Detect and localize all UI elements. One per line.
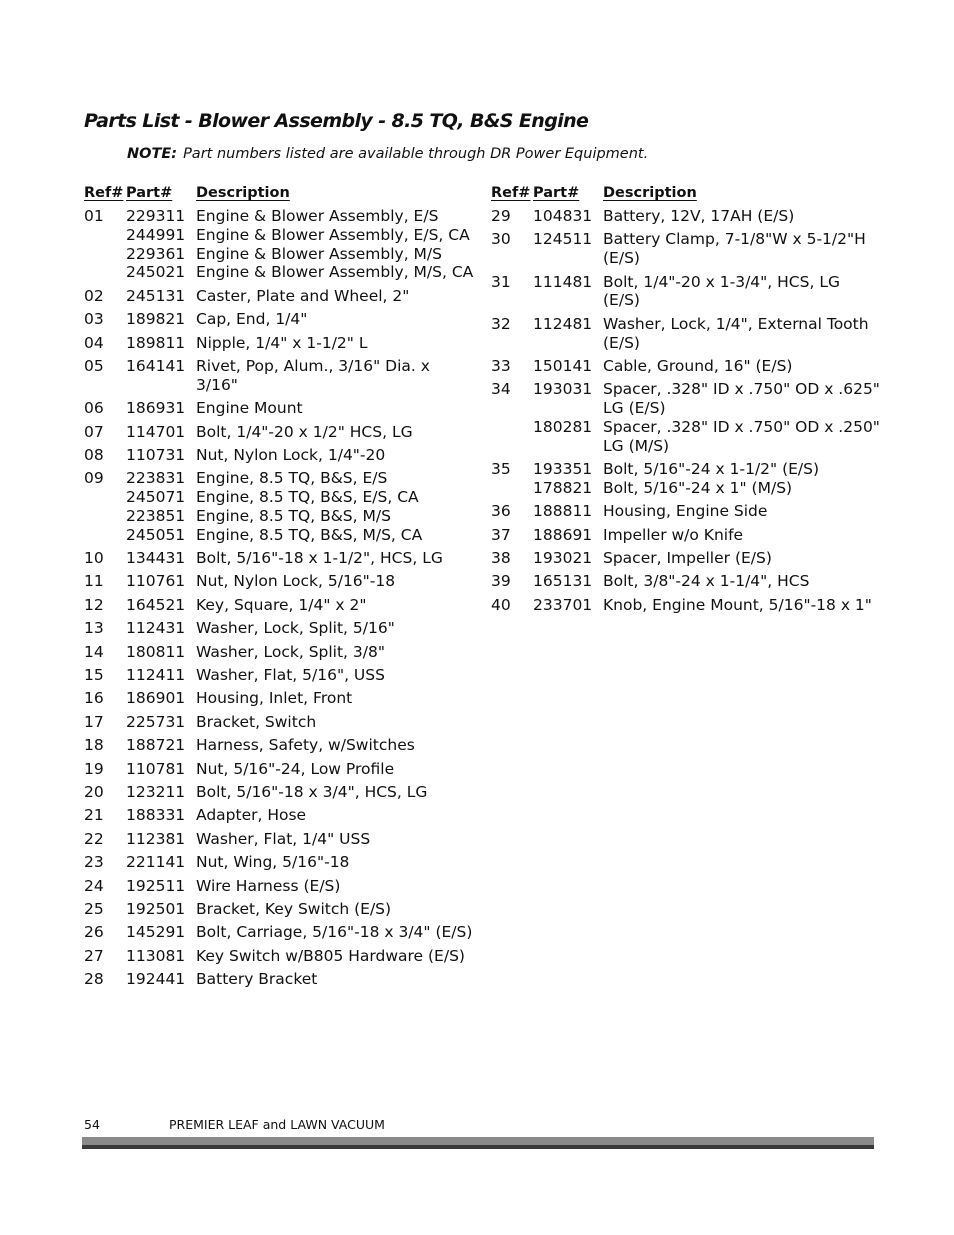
part-number: 180281 [533,417,593,436]
part-number: 193031 [533,380,593,399]
part-description: Spacer, .328" ID x .750" OD x .250" [603,417,880,436]
header-part: Part# [533,185,580,201]
ref-number: 18 [84,736,104,755]
part-description: Battery Bracket [196,970,318,989]
part-number: 229361 [126,244,186,263]
part-line [126,783,474,802]
header-ref: Ref# [84,185,124,201]
part-number: 192511 [126,876,186,895]
table-row [491,594,881,617]
part-description: Adapter, Hose [196,806,307,825]
part-number: 150141 [533,356,593,375]
ref-number: 21 [84,806,104,825]
part-line [126,226,474,245]
table-row [84,828,474,851]
part-line [533,572,881,591]
part-description: Housing, Inlet, Front [196,689,353,708]
part-description: Bolt, 1/4"-20 x 1-3/4", HCS, LG (E/S) [603,272,840,310]
part-number: 221141 [126,853,186,872]
part-description: Washer, Lock, 1/4", External Tooth [603,314,869,333]
table-row [84,355,474,397]
part-description: Engine, 8.5 TQ, B&S, M/S [196,506,391,525]
part-line [533,437,881,456]
part-number [533,249,603,268]
table-row [84,851,474,874]
part-description: Engine & Blower Assembly, M/S, CA [196,263,474,282]
table-row [84,332,474,355]
part-line [126,666,474,685]
part-line [533,273,881,311]
part-line [126,334,474,353]
part-number: 188811 [533,502,593,521]
ref-number: 26 [84,923,104,942]
table-row [84,617,474,640]
ref-number: 35 [491,460,511,479]
table-row [84,921,474,944]
part-description: Nut, Nylon Lock, 1/4"-20 [196,445,386,464]
part-number: 245131 [126,286,186,305]
part-line [533,380,881,399]
part-description: Bolt, 5/16"-24 x 1-1/2" (E/S) [603,460,820,479]
part-line [533,230,881,249]
part-number: 112481 [533,314,593,333]
part-description: Impeller w/o Knife [603,525,744,544]
part-number: 192501 [126,899,186,918]
ref-number: 02 [84,286,104,305]
ref-number: 14 [84,642,104,661]
part-number: 229311 [126,207,186,225]
part-description: Bolt, 5/16"-18 x 3/4", HCS, LG [196,783,428,801]
part-line [533,399,881,418]
part-number: 186931 [126,399,186,418]
table-row [84,734,474,757]
part-number: 245021 [126,263,186,282]
table-row [84,547,474,570]
ref-number: 23 [84,853,104,872]
part-number: 223831 [126,469,186,488]
ref-number: 20 [84,783,104,801]
table-row [84,664,474,687]
part-line [126,245,474,264]
note [127,146,648,162]
table-row [84,205,474,285]
part-number: 178821 [533,478,593,497]
table-row [491,458,881,500]
table-header [491,184,881,205]
part-line [533,460,881,479]
table-row [84,687,474,710]
footer-title: PREMIER LEAF and LAWN VACUUM [169,1117,385,1132]
part-description: LG (M/S) [603,436,670,455]
table-body [491,205,881,617]
part-line [126,947,474,966]
table-row [84,444,474,467]
part-line [126,900,474,919]
ref-number: 38 [491,549,511,568]
part-line [126,643,474,662]
table-row [491,228,881,270]
part-number: 110731 [126,445,186,464]
part-line [126,263,474,282]
part-description: Bolt, 5/16"-18 x 1-1/2", HCS, LG [196,549,443,568]
part-description: Nut, 5/16"-24, Low Profile [196,759,395,778]
ref-number: 22 [84,829,104,848]
header-part: Part# [126,185,173,201]
part-number [533,399,603,418]
part-line [533,357,881,376]
part-line [533,249,881,268]
table-row [84,945,474,968]
part-description: Battery, 12V, 17AH (E/S) [603,207,795,225]
ref-number: 39 [491,572,511,591]
ref-number: 09 [84,469,104,488]
ref-number: 03 [84,310,104,329]
part-number: 223851 [126,506,186,525]
table-row [84,875,474,898]
part-number: 188331 [126,806,186,825]
part-line [126,806,474,825]
ref-number: 16 [84,689,104,708]
part-line [126,310,474,329]
part-line [533,502,881,521]
part-line [126,357,474,395]
ref-number: 13 [84,619,104,638]
header-description: Description [603,185,697,201]
part-description: Engine Mount [196,399,303,418]
part-number: 188721 [126,736,186,755]
part-line [126,207,474,226]
part-line [126,877,474,896]
part-line [533,479,881,498]
part-description: Nut, Nylon Lock, 5/16"-18 [196,572,396,591]
part-line [126,736,474,755]
part-description: Cap, End, 1/4" [196,310,308,329]
part-number: 233701 [533,595,593,614]
part-line [126,469,474,488]
part-number [533,334,603,353]
ref-number: 27 [84,946,104,965]
part-line [126,619,474,638]
table-body [84,205,474,992]
ref-number: 28 [84,970,104,989]
part-description: Engine & Blower Assembly, E/S [196,207,439,225]
part-line [126,830,474,849]
part-line [126,572,474,591]
part-number: 193021 [533,549,593,568]
part-description: Washer, Flat, 5/16", USS [196,666,385,685]
table-row [84,421,474,444]
part-line [126,488,474,507]
table-row [84,711,474,734]
ref-number: 31 [491,272,511,291]
table-row [84,781,474,804]
part-description: Spacer, .328" ID x .750" OD x .625" [603,380,880,399]
table-row [84,594,474,617]
note-text: Part numbers listed are available through DR Power Equipment. [183,146,649,162]
table-row [491,271,881,313]
table-row [84,641,474,664]
part-number: 110781 [126,759,186,778]
part-number: 189811 [126,333,186,352]
ref-number: 32 [491,314,511,333]
part-description: Bolt, 3/8"-24 x 1-1/4", HCS [603,572,810,591]
part-number: 114701 [126,422,186,441]
part-description: Engine & Blower Assembly, M/S [196,244,442,263]
part-description: Nipple, 1/4" x 1-1/2" L [196,333,368,352]
part-description: Key Switch w/B805 Hardware (E/S) [196,946,465,965]
part-number: 104831 [533,207,593,225]
part-line [126,713,474,732]
part-description: (E/S) [603,333,640,352]
part-description: Nut, Wing, 5/16"-18 [196,853,350,872]
ref-number: 29 [491,207,511,225]
ref-number: 04 [84,333,104,352]
part-number: 180811 [126,642,186,661]
part-line [126,760,474,779]
part-line [126,549,474,568]
table-row [491,524,881,547]
part-line [533,207,881,226]
part-number [533,437,603,456]
part-description: Engine, 8.5 TQ, B&S, E/S [196,469,388,488]
part-description: Wire Harness (E/S) [196,876,341,895]
ref-number: 11 [84,572,104,591]
part-description: Bolt, 5/16"-24 x 1" (M/S) [603,478,793,497]
table-row [491,378,881,458]
part-number: 112381 [126,829,186,848]
part-description: Washer, Flat, 1/4" USS [196,829,371,848]
part-number: 124511 [533,230,593,249]
part-number: 110761 [126,572,186,591]
ref-number: 36 [491,502,511,521]
table-row [84,968,474,991]
part-description: Housing, Engine Side [603,502,768,521]
part-description: Harness, Safety, w/Switches [196,736,415,755]
part-description: Engine, 8.5 TQ, B&S, E/S, CA [196,488,419,507]
table-row [491,205,881,228]
table-row [84,397,474,420]
part-number: 188691 [533,525,593,544]
part-description: Bolt, Carriage, 5/16"-18 x 3/4" (E/S) [196,923,473,942]
ref-number: 19 [84,759,104,778]
part-line [126,526,474,545]
page-number: 54 [84,1117,100,1132]
part-number: 165131 [533,572,593,591]
part-number: 244991 [126,225,186,244]
part-line [126,399,474,418]
table-row [84,898,474,921]
part-number: 113081 [126,946,186,965]
part-line [126,507,474,526]
footer-rule-dark [82,1145,874,1149]
part-number: 112431 [126,619,186,638]
part-number: 123211 [126,783,186,801]
part-line [533,315,881,334]
part-description: Caster, Plate and Wheel, 2" [196,286,410,305]
ref-number: 01 [84,207,104,225]
part-line [533,526,881,545]
part-line [126,596,474,615]
part-description: (E/S) [603,249,640,268]
ref-number: 07 [84,422,104,441]
part-number: 164141 [126,356,186,375]
part-number: 189821 [126,310,186,329]
part-description: Washer, Lock, Split, 5/16" [196,619,395,638]
part-line [126,970,474,989]
ref-number: 08 [84,445,104,464]
part-description: Engine, 8.5 TQ, B&S, M/S, CA [196,525,423,544]
header-description: Description [196,185,290,201]
part-description: Rivet, Pop, Alum., 3/16" Dia. x 3/16" [196,356,430,394]
part-description: Key, Square, 1/4" x 2" [196,595,367,614]
part-description: LG (E/S) [603,399,666,418]
part-description: Bracket, Switch [196,712,317,731]
ref-number: 12 [84,595,104,614]
table-header [84,184,474,205]
part-line [533,334,881,353]
part-line [533,596,881,615]
part-description: Engine & Blower Assembly, E/S, CA [196,225,470,244]
part-number: 193351 [533,460,593,479]
part-description: Bolt, 1/4"-20 x 1/2" HCS, LG [196,422,413,441]
part-description: Bracket, Key Switch (E/S) [196,899,392,918]
parts-table-right [491,184,881,617]
part-line [126,689,474,708]
header-ref: Ref# [491,185,531,201]
table-row [491,570,881,593]
table-row [491,313,881,355]
ref-number: 05 [84,356,104,375]
part-number: 164521 [126,595,186,614]
part-line [126,446,474,465]
ref-number: 17 [84,712,104,731]
ref-number: 25 [84,899,104,918]
table-row [491,500,881,523]
table-row [491,547,881,570]
part-description: Cable, Ground, 16" (E/S) [603,356,793,375]
part-number: 225731 [126,712,186,731]
table-row [491,355,881,378]
part-number: 186901 [126,689,186,708]
part-number: 134431 [126,549,186,568]
part-line [533,418,881,437]
ref-number: 33 [491,356,511,375]
part-description: Knob, Engine Mount, 5/16"-18 x 1" [603,595,872,614]
part-number: 145291 [126,923,186,942]
ref-number: 34 [491,380,511,399]
part-number: 111481 [533,272,593,291]
part-line [533,549,881,568]
part-line [126,423,474,442]
ref-number: 10 [84,549,104,568]
ref-number: 37 [491,525,511,544]
page-title: Parts List - Blower Assembly - 8.5 TQ, B&S Engine [84,110,589,132]
ref-number: 24 [84,876,104,895]
part-number: 192441 [126,970,186,989]
part-description: Washer, Lock, Split, 3/8" [196,642,385,661]
table-row [84,758,474,781]
footer-rule [82,1137,874,1145]
ref-number: 40 [491,595,511,614]
table-row [84,308,474,331]
table-row [84,804,474,827]
part-description: Battery Clamp, 7-1/8"W x 5-1/2"H [603,230,866,249]
part-number: 112411 [126,666,186,685]
part-description: Spacer, Impeller (E/S) [603,549,772,568]
note-label: NOTE: [127,146,178,162]
part-line [126,923,474,942]
part-line [126,287,474,306]
ref-number: 06 [84,399,104,418]
parts-table-left [84,184,474,992]
table-row [84,285,474,308]
table-row [84,467,474,547]
table-row [84,570,474,593]
part-number: 245071 [126,488,186,507]
ref-number: 30 [491,230,511,249]
ref-number: 15 [84,666,104,685]
part-line [126,853,474,872]
part-number: 245051 [126,525,186,544]
